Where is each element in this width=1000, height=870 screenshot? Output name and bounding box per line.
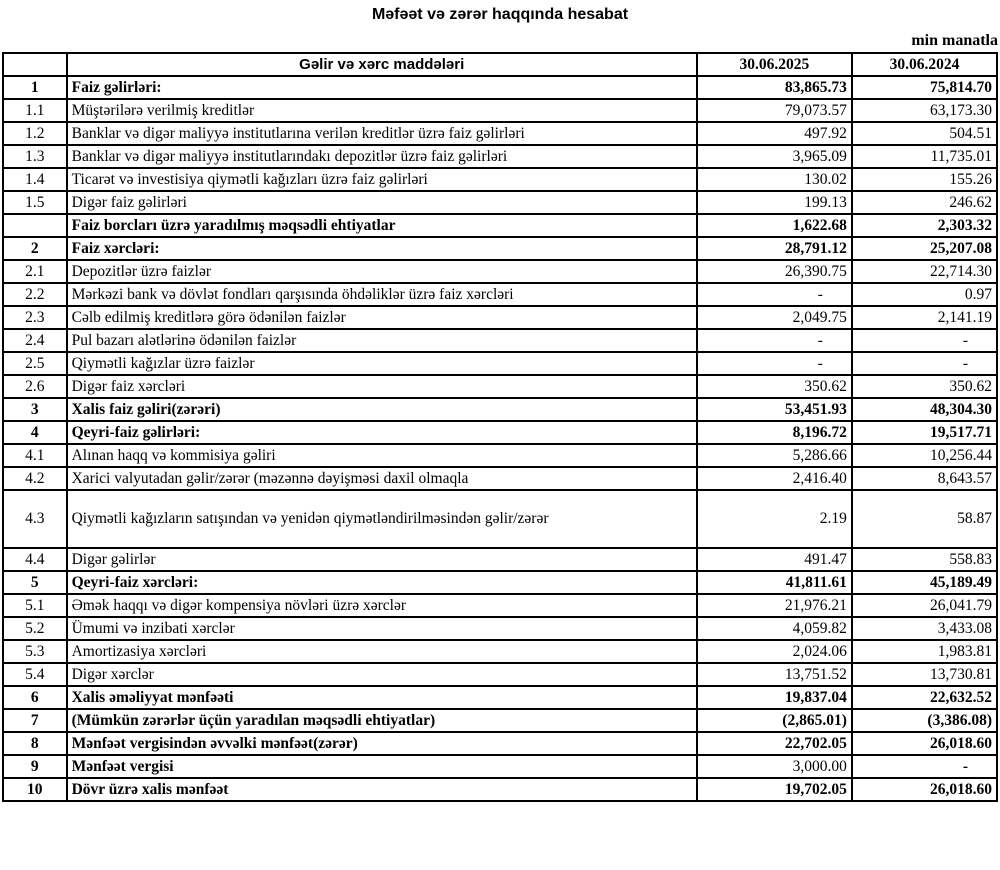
row-label-cell: Faiz borcları üzrə yaradılmış məqsədli ehtiyatlar [67,214,697,237]
row-label-cell: Banklar və digər maliyyə institutlarına verilən kreditlər üzrə faiz gəlirləri [67,122,697,145]
row-value-2024-cell: 25,207.08 [852,237,997,260]
row-number-cell: 4.2 [3,467,67,490]
row-label-cell: Qiymətli kağızlar üzrə faizlər [67,352,697,375]
row-value-2024-cell: 26,018.60 [852,732,997,755]
row-value-2025-cell: 41,811.61 [697,571,852,594]
row-value-2024-cell: 1,983.81 [852,640,997,663]
row-number-cell: 2 [3,237,67,260]
row-label-cell: Banklar və digər maliyyə institutlarındakı depozitlər üzrə faiz gəlirləri [67,145,697,168]
row-number-cell: 7 [3,709,67,732]
row-number-cell: 6 [3,686,67,709]
table-row [3,260,997,283]
row-value-2025-cell: 1,622.68 [697,214,852,237]
row-value-2024-cell: 22,714.30 [852,260,997,283]
table-row [3,617,997,640]
row-label-cell: Əmək haqqı və digər kompensiya növləri üzrə xərclər [67,594,697,617]
table-header [3,53,997,76]
row-value-2025-cell: 22,702.05 [697,732,852,755]
row-value-2025-cell: 199.13 [697,191,852,214]
row-value-2025-cell: - [697,329,852,352]
row-number-cell: 1.1 [3,99,67,122]
row-value-2025-cell: 2,049.75 [697,306,852,329]
row-label-cell: Alınan haqq və kommisiya gəliri [67,444,697,467]
row-label-cell: Mərkəzi bank və dövlət fondları qarşısında öhdəliklər üzrə faiz xərcləri [67,283,697,306]
row-number-cell: 5 [3,571,67,594]
row-value-2024-cell: 2,141.19 [852,306,997,329]
row-label-cell: Qeyri-faiz gəlirləri: [67,421,697,444]
row-number-cell: 9 [3,755,67,778]
row-number-cell: 8 [3,732,67,755]
row-label-cell: Qeyri-faiz xərcləri: [67,571,697,594]
table-row [3,778,997,801]
row-value-2025-cell: 2.19 [697,490,852,548]
table-row [3,191,997,214]
row-label-cell: Dövr üzrə xalis mənfəət [67,778,697,801]
row-value-2024-cell: 22,632.52 [852,686,997,709]
row-label-cell: Ümumi və inzibati xərclər [67,617,697,640]
table-row [3,375,997,398]
row-value-2024-cell: 58.87 [852,490,997,548]
table-row [3,490,997,548]
row-number-cell: 4.4 [3,548,67,571]
table-row [3,663,997,686]
row-value-2025-cell: - [697,352,852,375]
page-title: Məfəət və zərər haqqında hesabat [371,6,629,23]
row-value-2025-cell: 2,024.06 [697,640,852,663]
row-value-2025-cell: 83,865.73 [697,76,852,99]
table-row [3,145,997,168]
table-row [3,99,997,122]
row-value-2025-cell: 26,390.75 [697,260,852,283]
header-date-2025-cell: 30.06.2025 [697,53,852,76]
table-row [3,168,997,191]
row-value-2024-cell: 48,304.30 [852,398,997,421]
row-value-2024-cell: 63,173.30 [852,99,997,122]
header-row [3,53,997,76]
row-value-2025-cell: 3,000.00 [697,755,852,778]
row-label-cell: Depozitlər üzrə faizlər [67,260,697,283]
row-label-cell: Faiz gəlirləri: [67,76,697,99]
row-value-2024-cell: 350.62 [852,375,997,398]
row-value-2025-cell: 19,702.05 [697,778,852,801]
row-number-cell: 1.4 [3,168,67,191]
row-number-cell: 1.3 [3,145,67,168]
row-number-cell: 2.4 [3,329,67,352]
row-label-cell: Digər faiz xərcləri [67,375,697,398]
row-value-2025-cell: 130.02 [697,168,852,191]
row-number-cell: 5.1 [3,594,67,617]
row-value-2024-cell: 2,303.32 [852,214,997,237]
table-row [3,571,997,594]
row-value-2024-cell: 504.51 [852,122,997,145]
row-value-2024-cell: 0.97 [852,283,997,306]
row-number-cell: 4.1 [3,444,67,467]
table-row [3,755,997,778]
table-row [3,214,997,237]
row-value-2024-cell: - [852,329,997,352]
table-row [3,709,997,732]
row-value-2025-cell: - [697,283,852,306]
table-row [3,329,997,352]
row-value-2025-cell: 2,416.40 [697,467,852,490]
table-row [3,640,997,663]
table-row [3,467,997,490]
row-value-2025-cell: 8,196.72 [697,421,852,444]
table-row [3,398,997,421]
row-label-cell: Mənfəət vergisindən əvvəlki mənfəət(zərər) [67,732,697,755]
row-number-cell: 2.5 [3,352,67,375]
row-value-2025-cell: 28,791.12 [697,237,852,260]
row-value-2024-cell: 11,735.01 [852,145,997,168]
header-items-cell: Gəlir və xərc maddələri [67,53,697,76]
row-label-cell: Qiymətli kağızların satışından və yenidən qiymətləndirilməsindən gəlir/zərər [67,490,697,548]
row-label-cell: Müştərilərə verilmiş kreditlər [67,99,697,122]
row-value-2024-cell: 75,814.70 [852,76,997,99]
row-value-2024-cell: 26,018.60 [852,778,997,801]
table-row [3,237,997,260]
row-number-cell: 1.2 [3,122,67,145]
header-number-cell [3,53,67,76]
row-value-2024-cell: 8,643.57 [852,467,997,490]
row-number-cell: 3 [3,398,67,421]
row-value-2025-cell: (2,865.01) [697,709,852,732]
row-number-cell: 4.3 [3,490,67,548]
table-body [3,76,997,801]
row-value-2024-cell: (3,386.08) [852,709,997,732]
row-label-cell: Amortizasiya xərcləri [67,640,697,663]
row-label-cell: (Mümkün zərərlər üçün yaradılan məqsədli ehtiyatlar) [67,709,697,732]
row-value-2024-cell: 3,433.08 [852,617,997,640]
table-row [3,548,997,571]
row-number-cell: 1 [3,76,67,99]
row-number-cell: 5.3 [3,640,67,663]
header-date-2024-cell: 30.06.2024 [852,53,997,76]
row-value-2024-cell: - [852,755,997,778]
row-label-cell: Pul bazarı alətlərinə ödənilən faizlər [67,329,697,352]
table-row [3,352,997,375]
row-value-2024-cell: 45,189.49 [852,571,997,594]
row-number-cell: 10 [3,778,67,801]
row-label-cell: Cəlb edilmiş kreditlərə görə ödənilən faizlər [67,306,697,329]
row-value-2025-cell: 3,965.09 [697,145,852,168]
row-value-2025-cell: 13,751.52 [697,663,852,686]
row-value-2025-cell: 53,451.93 [697,398,852,421]
row-number-cell [3,214,67,237]
row-label-cell: Faiz xərcləri: [67,237,697,260]
row-value-2025-cell: 491.47 [697,548,852,571]
table-row [3,283,997,306]
row-value-2025-cell: 5,286.66 [697,444,852,467]
row-value-2024-cell: 155.26 [852,168,997,191]
row-value-2024-cell: 19,517.71 [852,421,997,444]
row-number-cell: 1.5 [3,191,67,214]
row-label-cell: Mənfəət vergisi [67,755,697,778]
row-label-cell: Xarici valyutadan gəlir/zərər (məzənnə dəyişməsi daxil olmaqla [67,467,697,490]
row-number-cell: 2.3 [3,306,67,329]
table-row [3,732,997,755]
profit-loss-table [2,52,998,802]
row-value-2024-cell: 558.83 [852,548,997,571]
row-number-cell: 4 [3,421,67,444]
row-value-2025-cell: 4,059.82 [697,617,852,640]
row-value-2024-cell: 13,730.81 [852,663,997,686]
row-value-2024-cell: 10,256.44 [852,444,997,467]
row-label-cell: Digər faiz gəlirləri [67,191,697,214]
table-row [3,306,997,329]
row-number-cell: 2.1 [3,260,67,283]
row-value-2025-cell: 79,073.57 [697,99,852,122]
row-value-2024-cell: - [852,352,997,375]
row-value-2025-cell: 19,837.04 [697,686,852,709]
row-label-cell: Xalis əməliyyat mənfəəti [67,686,697,709]
unit-note: min manatla [911,32,998,49]
row-label-cell: Digər xərclər [67,663,697,686]
table-row [3,421,997,444]
row-value-2025-cell: 350.62 [697,375,852,398]
row-label-cell: Xalis faiz gəliri(zərəri) [67,398,697,421]
table-row [3,686,997,709]
row-value-2025-cell: 497.92 [697,122,852,145]
row-label-cell: Ticarət və investisiya qiymətli kağızları üzrə faiz gəlirləri [67,168,697,191]
row-value-2024-cell: 246.62 [852,191,997,214]
row-label-cell: Digər gəlirlər [67,548,697,571]
table-row [3,76,997,99]
row-number-cell: 5.2 [3,617,67,640]
table-row [3,444,997,467]
table-row [3,122,997,145]
table-row [3,594,997,617]
row-value-2024-cell: 26,041.79 [852,594,997,617]
row-number-cell: 2.2 [3,283,67,306]
row-number-cell: 2.6 [3,375,67,398]
row-value-2025-cell: 21,976.21 [697,594,852,617]
row-number-cell: 5.4 [3,663,67,686]
